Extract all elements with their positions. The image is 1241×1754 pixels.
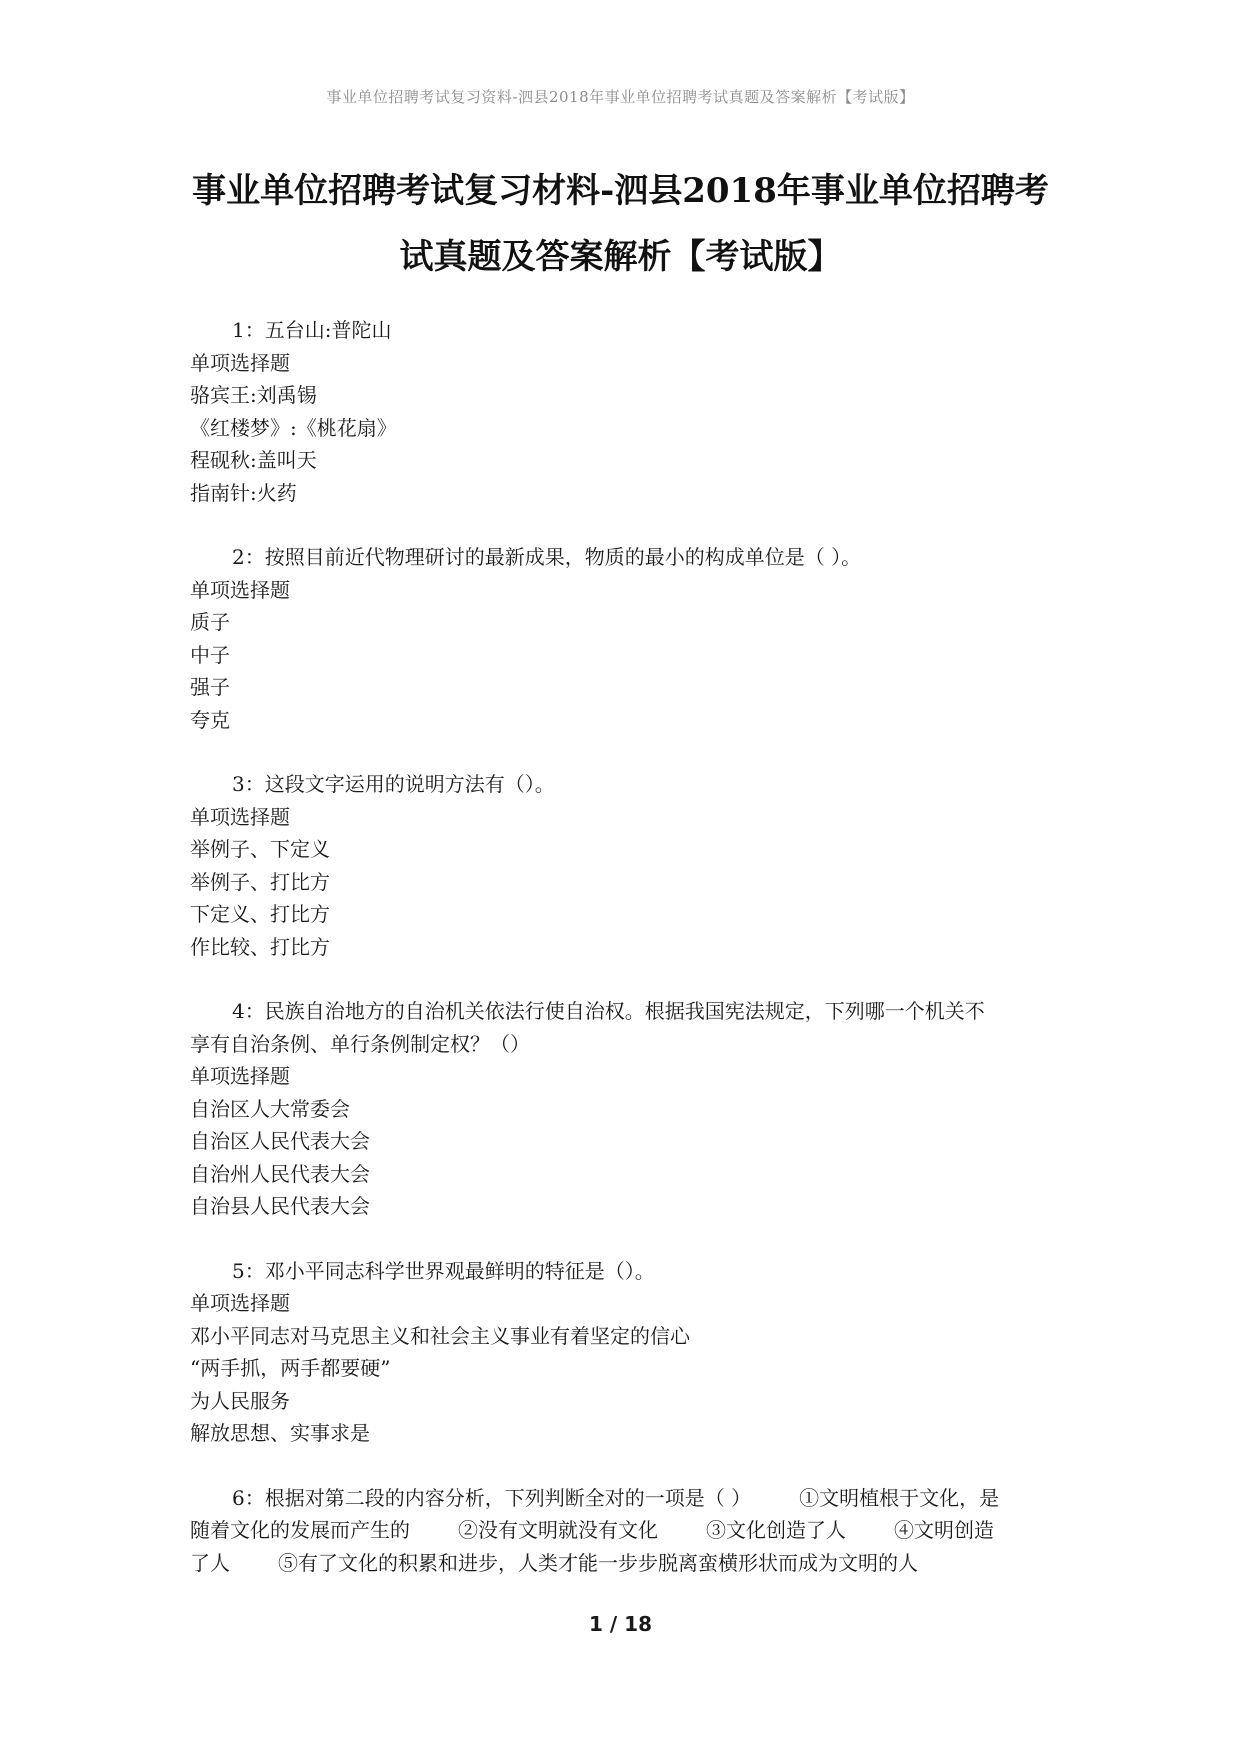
- option: 《红楼梦》:《桃花扇》: [190, 415, 397, 440]
- question-stem: 5：邓小平同志科学世界观最鲜明的特征是（）。: [232, 1258, 655, 1283]
- question-stem-continued: [190, 1514, 1060, 1547]
- statement-4-continued: 了人: [190, 1550, 230, 1575]
- option: 举例子、打比方: [190, 869, 330, 894]
- question-type: 单项选择题: [190, 804, 290, 829]
- option: 自治县人民代表大会: [190, 1194, 370, 1218]
- statement-3: ③文化创造了人: [706, 1518, 846, 1542]
- question-type: 单项选择题: [190, 350, 290, 375]
- running-header: 事业单位招聘考试复习资料-泗县2018年事业单位招聘考试真题及答案解析【考试版】: [326, 88, 915, 106]
- question-stem: 4：民族自治地方的自治机关依法行使自治权。根据我国宪法规定，下列哪一个机关不: [232, 999, 985, 1023]
- option: 夸克: [190, 707, 230, 732]
- option: 质子: [190, 610, 230, 634]
- question-type: 单项选择题: [190, 577, 290, 602]
- option: 下定义、打比方: [190, 902, 330, 926]
- statement-4: ④文明创造: [894, 1518, 994, 1542]
- option: 为人民服务: [190, 1388, 290, 1413]
- option: 指南针:火药: [190, 480, 297, 505]
- option: 自治州人民代表大会: [190, 1161, 370, 1186]
- question-4: [190, 995, 1060, 1223]
- statement-2: ②没有文明就没有文化: [458, 1518, 658, 1542]
- statement-1: ①文明植根于文化，是: [799, 1485, 1000, 1510]
- question-stem: [190, 1482, 1060, 1515]
- statement-1-continued: 随着文化的发展而产生的: [190, 1518, 410, 1542]
- question-type: 单项选择题: [190, 1064, 290, 1088]
- title-line-1: 事业单位招聘考试复习材料-泗县2018年事业单位招聘考: [192, 171, 1049, 211]
- option: 举例子、下定义: [190, 837, 330, 861]
- stem-text: 6：根据对第二段的内容分析，下列判断全对的一项是（ ）: [232, 1485, 752, 1510]
- option: 解放思想、实事求是: [190, 1421, 370, 1445]
- option: “两手抓，两手都要硬”: [190, 1356, 391, 1380]
- question-stem: 2：按照目前近代物理研讨的最新成果，物质的最小的构成单位是（ ）。: [232, 545, 862, 569]
- option: 骆宾王:刘禹锡: [190, 383, 317, 407]
- option: 强子: [190, 675, 230, 699]
- question-stem-continued: [190, 1547, 1060, 1580]
- title-line-2: 试真题及答案解析【考试版】: [399, 237, 842, 277]
- statement-5: ⑤有了文化的积累和进步，人类才能一步步脱离蛮横形状而成为文明的人: [278, 1550, 918, 1575]
- document-title: [150, 158, 1091, 290]
- question-list: [190, 314, 1060, 1611]
- question-type: 单项选择题: [190, 1291, 290, 1315]
- option: 作比较、打比方: [190, 934, 330, 959]
- option: 邓小平同志对马克思主义和社会主义事业有着坚定的信心: [190, 1323, 690, 1348]
- option: 程砚秋:盖叫天: [190, 448, 317, 472]
- question-stem-continued: 享有自治条例、单行条例制定权？（）: [190, 1031, 530, 1056]
- question-stem: 3：这段文字运用的说明方法有（）。: [232, 772, 555, 796]
- option: 自治区人大常委会: [190, 1096, 350, 1121]
- option: 自治区人民代表大会: [190, 1129, 370, 1153]
- option: 中子: [190, 642, 230, 667]
- question-3: [190, 768, 1060, 963]
- question-1: [190, 314, 1060, 509]
- question-stem: 1：五台山:普陀山: [232, 318, 392, 342]
- question-2: [190, 541, 1060, 736]
- question-6: [190, 1482, 1060, 1580]
- page-number: 1 / 18: [589, 1612, 652, 1636]
- question-5: [190, 1255, 1060, 1450]
